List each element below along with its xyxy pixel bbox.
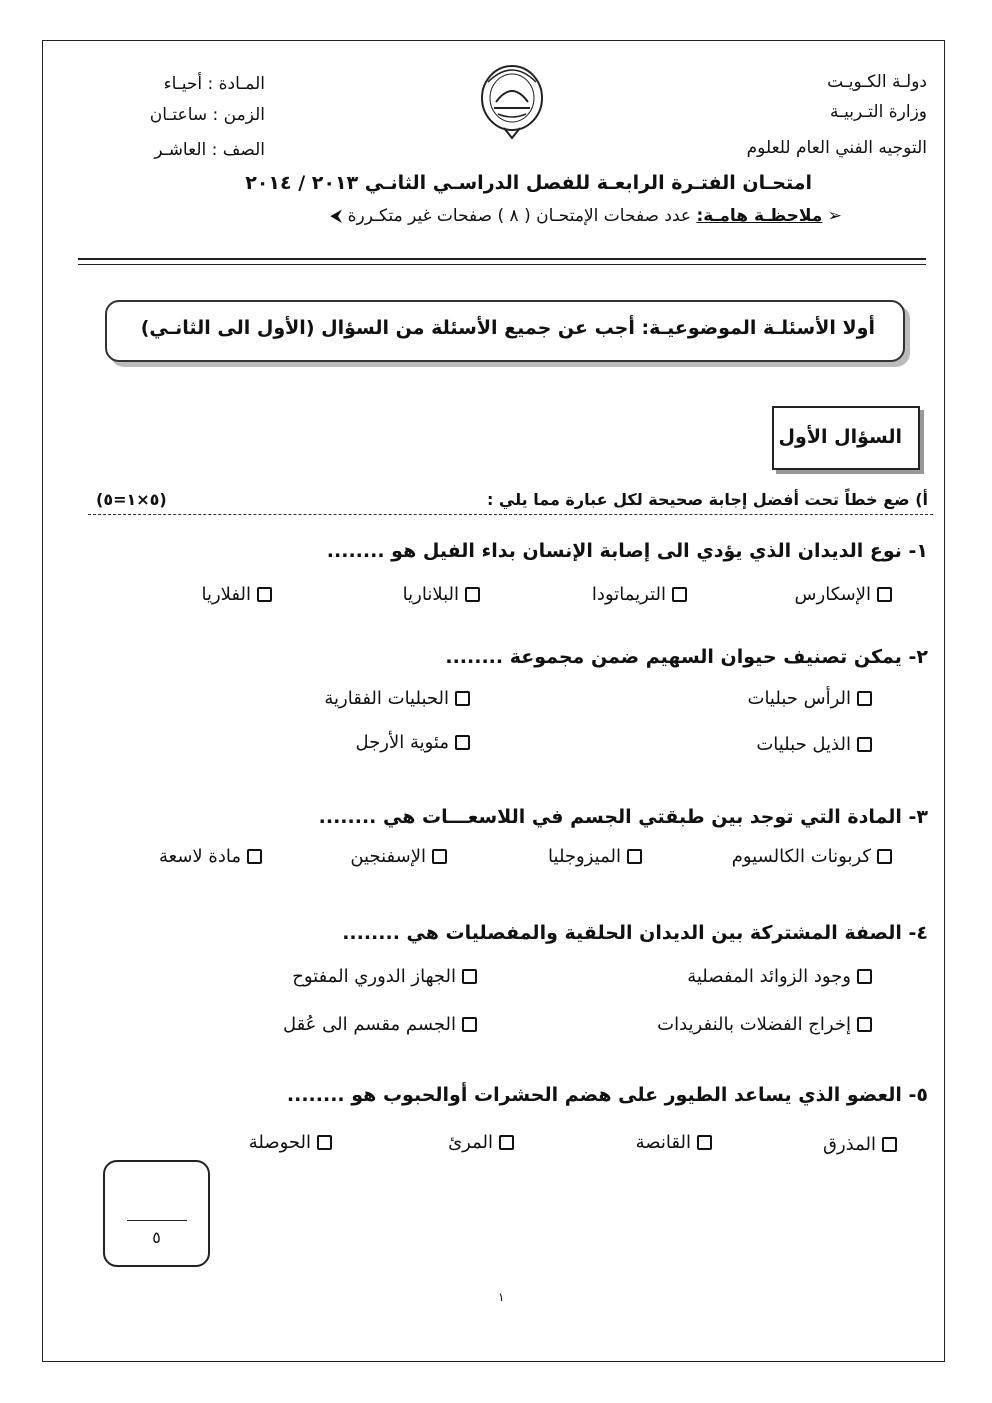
checkbox-icon[interactable] xyxy=(462,969,477,984)
checkbox-icon[interactable] xyxy=(857,737,872,752)
q3-option-d[interactable]: مادة لاسعة xyxy=(159,846,262,867)
checkbox-icon[interactable] xyxy=(672,587,687,602)
score-box xyxy=(103,1160,210,1267)
score-divider xyxy=(127,1220,187,1221)
q1-option-d[interactable]: الفلاريا xyxy=(201,584,272,605)
checkbox-icon[interactable] xyxy=(247,849,262,864)
header-divider xyxy=(78,258,926,265)
header-grade: الصف : العاشـر xyxy=(154,140,265,160)
checkbox-icon[interactable] xyxy=(465,587,480,602)
q4-option-d[interactable]: الجسم مقسم الى عُقل xyxy=(283,1014,477,1035)
header-department: التوجيه الفني العام للعلوم xyxy=(746,138,927,158)
section-banner xyxy=(105,300,905,362)
question-2: ٢- يمكن تصنيف حيوان السهيم ضمن مجموعة ........ xyxy=(445,646,928,668)
q1-option-b[interactable]: التريماتودا xyxy=(592,584,687,605)
q3-option-c[interactable]: الإسفنجين xyxy=(350,846,447,867)
checkbox-icon[interactable] xyxy=(257,587,272,602)
note-arrow-left-icon: ⮜ xyxy=(330,206,348,226)
question-title-box xyxy=(772,406,920,470)
checkbox-icon[interactable] xyxy=(462,1017,477,1032)
instruction-marks: (٥×١=٥) xyxy=(96,490,167,509)
exam-note xyxy=(330,206,842,226)
q3-option-b[interactable]: الميزوجليا xyxy=(548,846,642,867)
section-banner-text: أولا الأسئلـة الموضوعيـة: أجب عن جميع الأسئلة من السؤال (الأول الى الثانـي) xyxy=(140,317,875,339)
instruction-text: أ) ضع خطاً تحت أفضل إجابة صحيحة لكل عبارة مما يلي : xyxy=(486,490,928,509)
header-subject: المـادة : أحيـاء xyxy=(163,74,265,94)
q2-option-b[interactable]: الحبليات الفقارية xyxy=(324,688,470,709)
checkbox-icon[interactable] xyxy=(877,587,892,602)
question-4: ٤- الصفة المشتركة بين الديدان الحلقية والمفصليات هي ........ xyxy=(342,922,928,944)
checkbox-icon[interactable] xyxy=(697,1135,712,1150)
checkbox-icon[interactable] xyxy=(317,1135,332,1150)
q4-option-b[interactable]: الجهاز الدوري المفتوح xyxy=(292,966,477,987)
header-duration: الزمن : ساعتـان xyxy=(149,105,265,125)
instruction-divider xyxy=(88,514,933,515)
checkbox-icon[interactable] xyxy=(882,1137,897,1152)
q5-option-d[interactable]: الحوصلة xyxy=(249,1132,332,1153)
question-5: ٥- العضو الذي يساعد الطيور على هضم الحشرات أوالحبوب هو ........ xyxy=(286,1084,928,1106)
header-country: دولـة الكـويـت xyxy=(827,72,927,92)
q5-option-b[interactable]: القانصة xyxy=(636,1132,712,1153)
q4-option-a[interactable]: وجود الزوائد المفصلية xyxy=(687,966,872,987)
note-label: ملاحظـة هامـة: xyxy=(696,206,823,226)
header-ministry: وزارة التـربيـة xyxy=(829,102,927,122)
question-title: السؤال الأول xyxy=(778,426,902,448)
score-total: ٥ xyxy=(152,1228,161,1247)
q1-option-a[interactable]: الإسكارس xyxy=(795,584,892,605)
q1-option-c[interactable]: البلاناريا xyxy=(403,584,480,605)
question-3: ٣- المادة التي توجد بين طبقتي الجسم في اللاسعـــات هي ........ xyxy=(318,806,928,828)
q2-option-a[interactable]: الرأس حبليات xyxy=(748,688,873,709)
checkbox-icon[interactable] xyxy=(432,849,447,864)
checkbox-icon[interactable] xyxy=(857,691,872,706)
q2-option-c[interactable]: الذيل حبليات xyxy=(756,734,872,755)
checkbox-icon[interactable] xyxy=(499,1135,514,1150)
exam-title: امتحـان الفتـرة الرابعـة للفصل الدراسـي الثانـي ٢٠١٣ / ٢٠١٤ xyxy=(245,172,812,194)
note-arrow-icon: ➢ xyxy=(822,206,842,226)
checkbox-icon[interactable] xyxy=(455,691,470,706)
checkbox-icon[interactable] xyxy=(877,849,892,864)
kuwait-emblem-icon xyxy=(476,62,548,140)
checkbox-icon[interactable] xyxy=(857,1017,872,1032)
checkbox-icon[interactable] xyxy=(857,969,872,984)
page-number: ١ xyxy=(498,1290,505,1304)
question-1: ١- نوع الديدان الذي يؤدي الى إصابة الإنسان بداء الفيل هو ........ xyxy=(326,540,928,562)
q5-option-a[interactable]: المذرق xyxy=(823,1134,897,1155)
checkbox-icon[interactable] xyxy=(627,849,642,864)
q3-option-a[interactable]: كربونات الكالسيوم xyxy=(732,846,892,867)
checkbox-icon[interactable] xyxy=(455,735,470,750)
q2-option-d[interactable]: مئوية الأرجل xyxy=(356,732,470,753)
note-text: عدد صفحات الإمتحـان ( ٨ ) صفحات غير متكـررة xyxy=(347,206,697,226)
q5-option-c[interactable]: المرئ xyxy=(448,1132,514,1153)
q4-option-c[interactable]: إخراج الفضلات بالنفريدات xyxy=(657,1014,872,1035)
